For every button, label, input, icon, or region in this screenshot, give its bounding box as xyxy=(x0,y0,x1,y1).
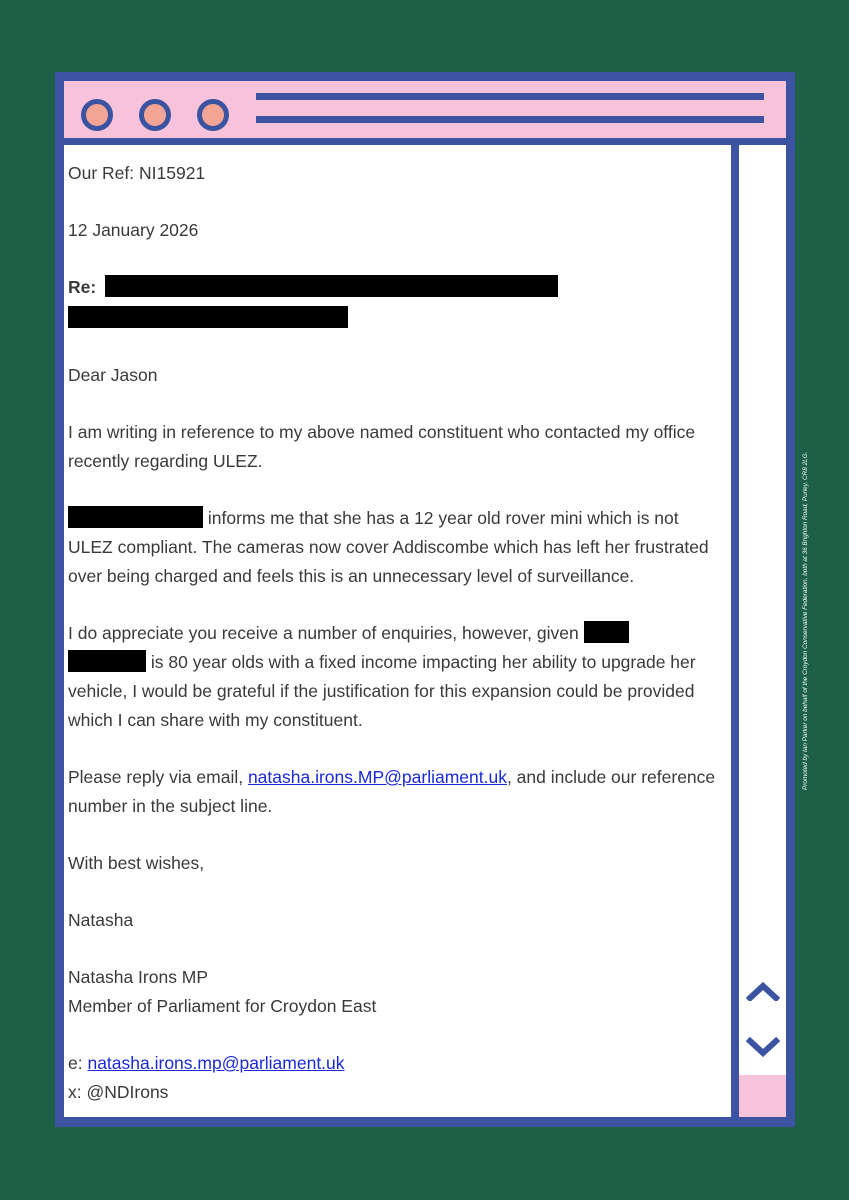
x-handle: @NDIrons xyxy=(86,1082,169,1102)
contact-email-link[interactable]: natasha.irons.mp@parliament.uk xyxy=(87,1053,345,1073)
imprint-text: Promoted by Ian Parker on behalf of the Croydon Conservative Federation, both at 36 Brighton Road, Purley, CR8 2LG. xyxy=(802,451,809,790)
paragraph-4 xyxy=(68,763,728,821)
chevron-up-icon xyxy=(746,981,780,1001)
email-label: e: xyxy=(68,1053,88,1073)
paragraph-2 xyxy=(68,504,728,591)
signature-role: Member of Parliament for Croydon East xyxy=(68,996,377,1016)
window-dot-icon[interactable] xyxy=(139,99,171,131)
re-label: Re: xyxy=(68,277,97,297)
redacted-name xyxy=(68,650,146,672)
title-bar xyxy=(64,81,786,138)
signature-first-name: Natasha xyxy=(68,910,134,930)
letter-date: 12 January 2026 xyxy=(68,220,199,240)
email-window xyxy=(55,72,795,1127)
paragraph-1: I am writing in reference to my above named constituent who contacted my office recently regarding ULEZ. xyxy=(68,422,696,471)
redacted-block xyxy=(68,306,348,328)
window-dot-icon[interactable] xyxy=(197,99,229,131)
paragraph-2-text: informs me that she has a 12 year old rover mini which is not ULEZ compliant. The cameras now cover Addiscombe which has left her frustrated over being charged and feels this is an unnecessary level of surveillance. xyxy=(68,508,709,586)
reference: Our Ref: NI15921 xyxy=(68,163,206,183)
title-line xyxy=(256,116,764,123)
redacted-block xyxy=(105,275,558,297)
scroll-up-button[interactable] xyxy=(739,968,786,1013)
paragraph-4-text-a: Please reply via email, xyxy=(68,767,248,787)
title-line xyxy=(256,93,764,100)
paragraph-4-text-b: , and include our reference number in the subject line. xyxy=(68,767,716,816)
contact-email xyxy=(68,1049,728,1078)
redacted-name xyxy=(68,506,203,528)
paragraph-3-text-a: I do appreciate you receive a number of enquiries, however, given xyxy=(68,623,584,643)
signoff: With best wishes, xyxy=(68,853,205,873)
letter-body xyxy=(68,159,728,1107)
subject-line xyxy=(68,273,728,333)
x-label: x: xyxy=(68,1082,87,1102)
scrollbar-thumb[interactable] xyxy=(739,1075,786,1117)
letter-pane xyxy=(64,145,731,1117)
greeting: Dear Jason xyxy=(68,365,158,385)
signature-full-name: Natasha Irons MP xyxy=(68,967,209,987)
paragraph-3-text-b: is 80 year olds with a fixed income impacting her ability to upgrade her vehicle, I would be grateful if the justification for this expansion could be provided which I can share with my constituent. xyxy=(68,652,696,730)
scroll-down-button[interactable] xyxy=(739,1024,786,1069)
window-dot-icon[interactable] xyxy=(81,99,113,131)
reply-email-link[interactable]: natasha.irons.MP@parliament.uk xyxy=(247,767,507,787)
chevron-down-icon xyxy=(746,1037,780,1057)
paragraph-3 xyxy=(68,619,728,735)
contact-x xyxy=(68,1078,728,1107)
redacted-name xyxy=(584,621,629,643)
